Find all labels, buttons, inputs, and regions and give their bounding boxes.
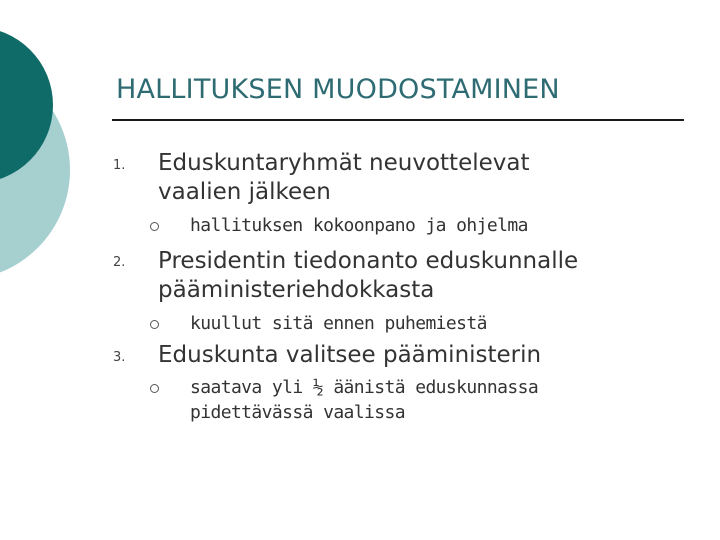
item-number: 3. (113, 350, 126, 365)
sub-item-text: pidettävässä vaalissa (190, 402, 405, 423)
circle-bullet-icon (150, 384, 159, 393)
item-text-line: vaalien jälkeen (158, 179, 331, 205)
sub-item-text: hallituksen kokoonpano ja ohjelma (190, 215, 528, 236)
decorative-circles (0, 0, 80, 300)
item-text-line: Presidentin tiedonanto eduskunnalle (158, 248, 579, 274)
sub-item-text: kuullut sitä ennen puhemiestä (190, 313, 487, 334)
circle-bullet-icon (150, 222, 159, 231)
title-underline (112, 119, 684, 121)
item-text-line: Eduskuntaryhmät neuvottelevat (158, 150, 530, 176)
item-number: 1. (113, 158, 126, 173)
item-text-line: Eduskunta valitsee pääministerin (158, 342, 542, 368)
slide-title: HALLITUKSEN MUODOSTAMINEN (116, 74, 560, 105)
sub-item-text: saatava yli ½ äänistä eduskunnassa (190, 377, 539, 398)
item-number: 2. (113, 255, 126, 270)
item-text-line: pääministeriehdokkasta (158, 277, 435, 303)
circle-bullet-icon (150, 320, 159, 329)
